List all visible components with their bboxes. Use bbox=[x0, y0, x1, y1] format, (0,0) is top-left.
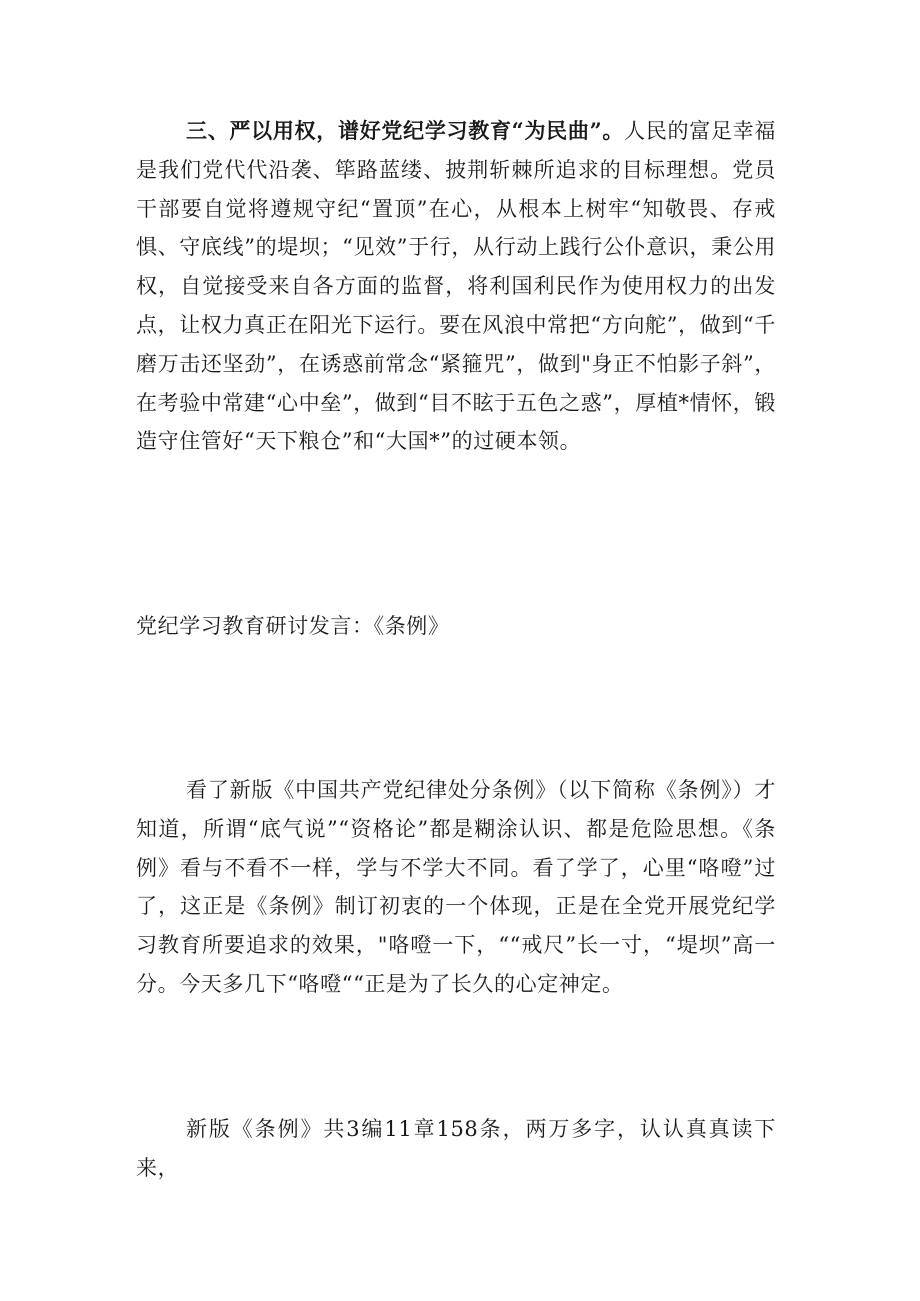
section-three-lead: 三、严以用权，谱好党纪学习教育“为民曲”。 bbox=[186, 118, 625, 143]
body-paragraph-1: 看了新版《中国共产党纪律处分条例》（以下简称《条例》）才知道，所谓“底气说”“资格论”都是糊涂认识、都是危险思想。《条例》看与不看不一样，学与不学大不同。看了学了，心里“咯噔”过了，这正是《条例》制订初衷的一个体现，正是在全党开展党纪学习教育所要追求的效果，"咯噔一下，““戒尺”长一寸，“堤坝”高一分。今天多几下“咯噔““正是为了长久的心定神定。 bbox=[136, 778, 776, 996]
body-paragraph-2: 新版《条例》共3编11章158条，两万多字，认认真真读下来， bbox=[136, 1117, 776, 1180]
article-heading: 党纪学习教育研讨发言：《条例》 bbox=[136, 614, 450, 638]
section-three-paragraph bbox=[136, 112, 776, 461]
section-three-body: 人民的富足幸福是我们党代代沿袭、筚路蓝缕、披荆斩棘所追求的目标理想。党员干部要自觉将遵规守纪“置顶”在心，从根本上树牢“知敬畏、存戒惧、守底线”的堤坝；“见效”于行，从行动上践行公仆意识，秉公用权，自觉接受来自各方面的监督，将利国利民作为使用权力的出发点，让权力真正在阳光下运行。要在风浪中常把“方向舵”，做到“千磨万击还坚劲”，在诱惑前常念“紧箍咒”，做到"身正不怕影子斜”，在考验中常建“心中垒”，做到“目不眩于五色之惑”，厚植*情怀，锻造守住管好“天下粮仓”和“大国*”的过硬本领。 bbox=[136, 119, 776, 454]
